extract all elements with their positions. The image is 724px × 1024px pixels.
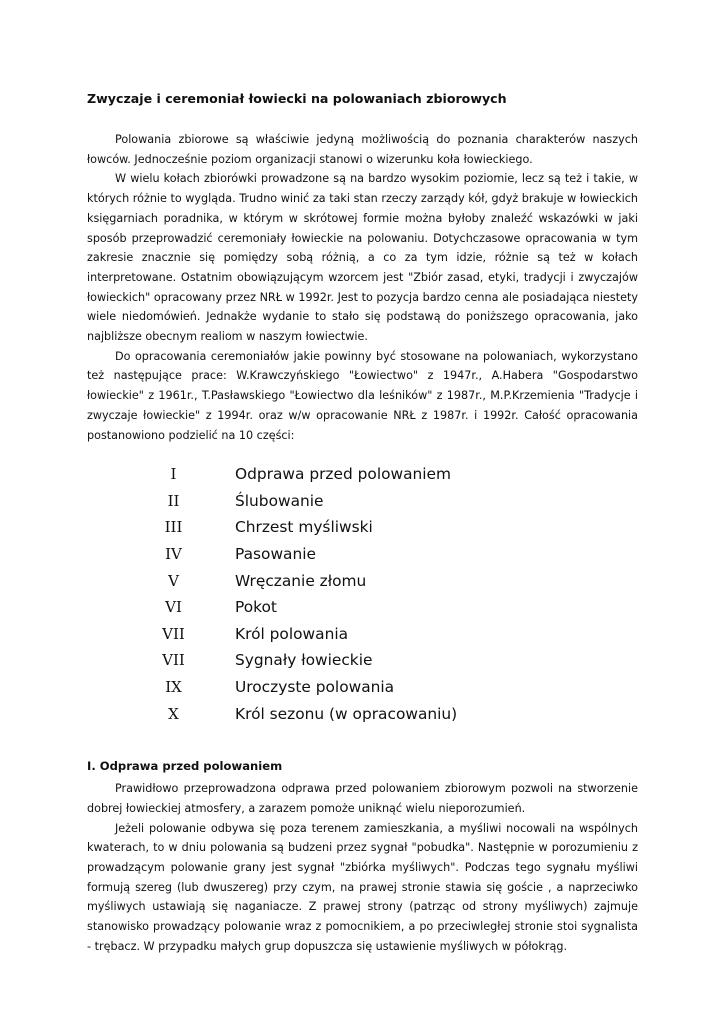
table-of-contents <box>87 461 638 727</box>
toc-item <box>87 461 638 488</box>
toc-number: I <box>170 465 177 484</box>
toc-item <box>87 647 638 674</box>
section-heading: I. Odprawa przed polowaniem <box>87 759 283 774</box>
toc-label: Chrzest myśliwski <box>235 518 373 537</box>
toc-item <box>87 568 638 595</box>
toc-label: Król polowania <box>235 624 349 643</box>
toc-item <box>87 541 638 568</box>
toc-item <box>87 488 638 515</box>
toc-label: Uroczyste polowania <box>235 678 395 696</box>
toc-number: IX <box>165 678 182 696</box>
toc-number: X <box>168 704 179 723</box>
toc-item <box>87 621 638 648</box>
toc-item <box>87 674 638 701</box>
page-content <box>87 90 638 957</box>
toc-item <box>87 594 638 621</box>
toc-label: Wręczanie złomu <box>235 571 367 590</box>
toc-number: II <box>167 491 180 510</box>
toc-label: Ślubowanie <box>235 491 324 510</box>
intro-paragraph: Do opracowania ceremoniałów jakie powinny być stosowane na polowaniach, wykorzystano też następujące prace: W.Krawczyńskiego "Łowiectwo" z 1947r., A.Habera "Gospodarstwo łowieckie" z 1961r., T.Pasławskiego "Łowiectwo dla leśników" z 1987r., M.P.Krzemienia "Tradycje i zwyczaje łowieckie" z 1994r. oraz w/w opracowanie NRŁ z 1987r. i 1992r. Całość opracowania postanowiono podzielić na 10 części: <box>87 349 638 442</box>
toc-label: Sygnały łowieckie <box>235 651 373 670</box>
intro-paragraph: Polowania zbiorowe są właściwie jedyną możliwością do poznania charakterów naszych łowców. Jednocześnie poziom organizacji stanowi o wizerunku koła łowieckiego. <box>87 133 638 166</box>
document-title: Zwyczaje i ceremoniał łowiecki na polowaniach zbiorowych <box>87 91 507 106</box>
toc-number: VII <box>162 651 185 670</box>
toc-number: VI <box>165 598 182 617</box>
toc-item <box>87 514 638 541</box>
toc-label: Pasowanie <box>235 545 316 564</box>
toc-number: IV <box>165 545 182 564</box>
toc-number: III <box>164 518 183 537</box>
toc-item <box>87 701 638 728</box>
section-paragraph: Prawidłowo przeprowadzona odprawa przed polowaniem zbiorowym pozwoli na stworzenie dobrej łowieckiej atmosfery, a zarazem pomoże uniknąć wielu nieporozumień. <box>87 782 638 815</box>
toc-number: VII <box>162 624 185 643</box>
toc-number: V <box>168 571 179 590</box>
toc-label: Król sezonu (w opracowaniu) <box>235 704 458 723</box>
toc-label: Odprawa przed polowaniem <box>235 465 452 484</box>
intro-paragraph: W wielu kołach zbiorówki prowadzone są na bardzo wysokim poziomie, lecz są też i takie, w których różnie to wygląda. Trudno winić za taki stan rzeczy zarządy kół, gdyż brakuje w łowieckich księgarniach poradnika, w którym w skrótowej formie można byłoby znaleźć wskazówki w jaki sposób przeprowadzić ceremoniały łowieckie na polowaniu. Dotychczasowe opracowania w tym zakresie znacznie się pomiędzy sobą różnią, a co za tym idzie, różnie są też w kołach interpretowane. Ostatnim obowiązującym wzorcem jest "Zbiór zasad, etyki, tradycji i zwyczajów łowieckich" opracowany przez NRŁ w 1992r. Jest to pozycja bardzo cenna ale posiadająca niestety wiele niedomówień. Jednakże wydanie to stało się podstawą do poniższego opracowania, jako najbliższe obecnym realiom w naszym łowiectwie. <box>87 172 638 344</box>
section-paragraph: Jeżeli polowanie odbywa się poza terenem zamieszkania, a myśliwi nocowali na wspólnych kwaterach, to w dniu polowania są budzeni przez sygnał "pobudka". Następnie w porozumieniu z prowadzącym polowanie grany jest sygnał "zbiórka myśliwych". Podczas tego sygnału myśliwi formują szereg (lub dwuszereg) przy czym, na prawej stronie stawia się goście , a naprzeciwko myśliwych ustawiają się naganiacze. Z prawej strony (patrząc od strony myśliwych) zajmuje stanowisko prowadzący polowanie wraz z pomocnikiem, a po przeciwległej stronie stoi sygnalista - trębacz. W przypadku małych grup dopuszcza się ustawienie myśliwych w półokrąg. <box>87 821 638 953</box>
toc-label: Pokot <box>235 598 277 617</box>
